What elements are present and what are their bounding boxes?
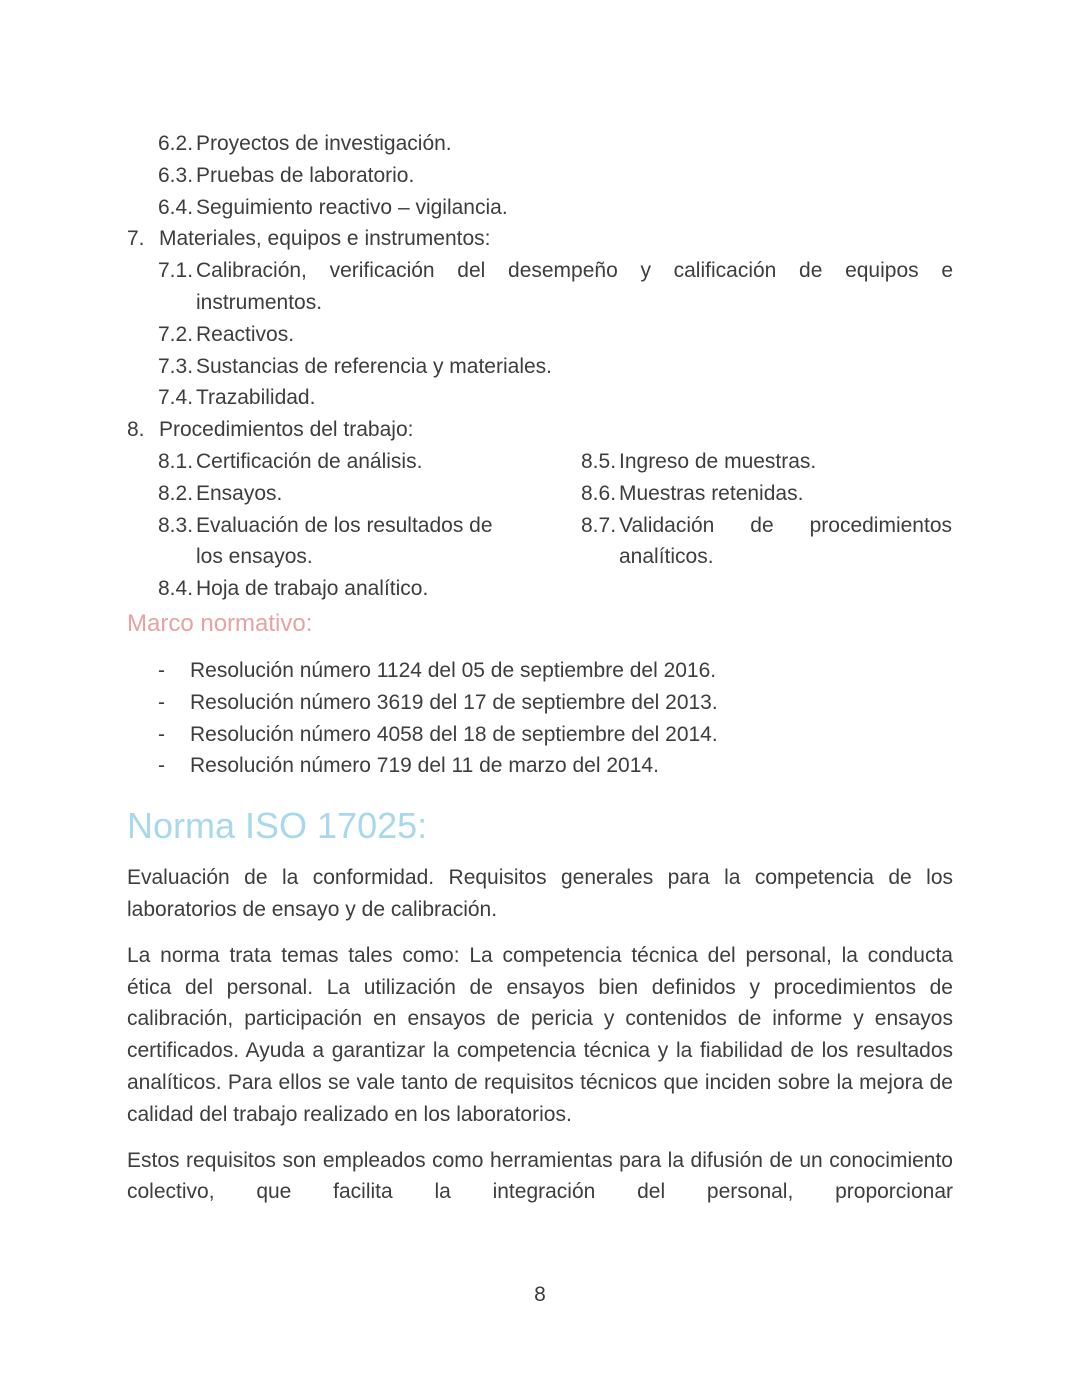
list-item-text: Proyectos de investigación. (196, 132, 452, 155)
list-item-text: Procedimientos del trabajo: (159, 418, 414, 442)
list-item (127, 687, 953, 719)
page-number: 8 (534, 1283, 546, 1306)
list-item-number: 7.2. (158, 322, 194, 346)
list-item-number: 7.4. (158, 386, 194, 410)
list-item (127, 719, 953, 751)
list-item-number: 6.2. (158, 132, 194, 155)
list-item-number: 8.1. (158, 449, 194, 473)
list-item-number: 8.4. (158, 577, 194, 601)
list-item (158, 192, 953, 224)
dash-bullet: - (158, 722, 165, 746)
page-content (127, 128, 953, 1222)
list-8-columns (127, 446, 953, 605)
list-item-number: 6.3. (158, 163, 194, 187)
marco-normativo-heading: Marco normativo: (127, 609, 313, 637)
list-item (158, 446, 550, 478)
dash-bullet: - (158, 754, 165, 778)
list-item-number: 8.7. (581, 513, 617, 537)
dash-bullet: - (158, 658, 165, 682)
list-item-number: 8.5. (581, 449, 617, 473)
list-8-right-column (550, 446, 952, 605)
list-7-subitems (127, 255, 953, 414)
list-item (581, 478, 952, 510)
list-8-left-column (158, 446, 550, 605)
list-item-text: Pruebas de laboratorio. (196, 163, 415, 187)
marco-normativo-list (127, 655, 953, 782)
list-item (127, 655, 953, 687)
list-item-number: 6.4. (158, 195, 194, 219)
list-item-text-continued: los ensayos. (196, 545, 313, 569)
iso-paragraph-1: Evaluación de la conformidad. Requisitos generales para la competencia de los laboratorios de ensayo y de calibración. (127, 866, 953, 921)
dash-bullet: - (158, 690, 165, 714)
list-item-text: Certificación de análisis. (196, 449, 423, 473)
list-item (158, 351, 953, 383)
list-item-text: Ensayos. (196, 481, 283, 505)
list-item-text: Resolución número 4058 del 18 de septiembre del 2014. (190, 722, 718, 746)
list-item (158, 510, 550, 574)
list-item-text: Evaluación de los resultados de (196, 513, 493, 537)
iso-section-title: Norma ISO 17025: (127, 805, 428, 847)
list-item-text: Resolución número 719 del 11 de marzo del 2014. (190, 754, 659, 778)
list-item-text: Muestras retenidas. (619, 481, 804, 505)
list-item (158, 160, 953, 192)
list-6-subitems (127, 128, 953, 223)
list-item-8 (127, 414, 953, 446)
list-item (581, 510, 952, 574)
list-item-text: Sustancias de referencia y materiales. (196, 354, 553, 378)
list-item-text: Calibración, verificación del desempeño y calificación de equipos e (196, 259, 953, 283)
list-item (127, 750, 953, 782)
list-item-number: 8.3. (158, 513, 194, 537)
list-item-text: Trazabilidad. (196, 386, 316, 410)
list-item-number: 7.3. (158, 354, 194, 378)
list-item (158, 319, 953, 351)
list-item (158, 128, 953, 160)
list-item-number: 8. (127, 418, 145, 442)
list-item-number: 8.6. (581, 481, 617, 505)
list-item (581, 446, 952, 478)
iso-paragraph-3: Estos requisitos son empleados como herramientas para la difusión de un conocimiento colectivo, que facilita la integración del personal, proporcionar (127, 1148, 953, 1204)
list-item (158, 255, 953, 319)
list-item (158, 382, 953, 414)
list-item-text-continued: analíticos. (619, 545, 714, 569)
list-item-number: 8.2. (158, 481, 194, 505)
list-item-text: Seguimiento reactivo – vigilancia. (196, 195, 508, 219)
list-item-text: Hoja de trabajo analítico. (196, 577, 429, 601)
list-item-text: Resolución número 1124 del 05 de septiembre del 2016. (190, 658, 717, 682)
list-item-number: 7.1. (158, 259, 194, 283)
iso-paragraph-2: La norma trata temas tales como: La competencia técnica del personal, la conducta ética del personal. La utilización de ensayos bien definidos y procedimientos de calibración, participación en ensayos de pericia y contenidos de informe y ensayos certificados. Ayuda a garantizar la competencia técnica y la fiabilidad de los resultados analíticos. Para ellos se vale tanto de requisitos técnicos que inciden sobre la mejora de calidad del trabajo realizado en los laboratorios. (127, 943, 953, 1126)
list-item-text: Materiales, equipos e instrumentos: (159, 227, 491, 251)
list-item-text: Validación de procedimientos (619, 513, 952, 537)
list-item-text: Resolución número 3619 del 17 de septiembre del 2013. (190, 690, 718, 714)
list-item (158, 478, 550, 510)
list-item-7 (127, 223, 953, 255)
list-item (158, 573, 550, 605)
list-item-text: Ingreso de muestras. (619, 449, 817, 473)
list-item-text-continued: instrumentos. (196, 290, 323, 314)
list-item-number: 7. (127, 227, 145, 251)
list-item-text: Reactivos. (196, 322, 295, 346)
